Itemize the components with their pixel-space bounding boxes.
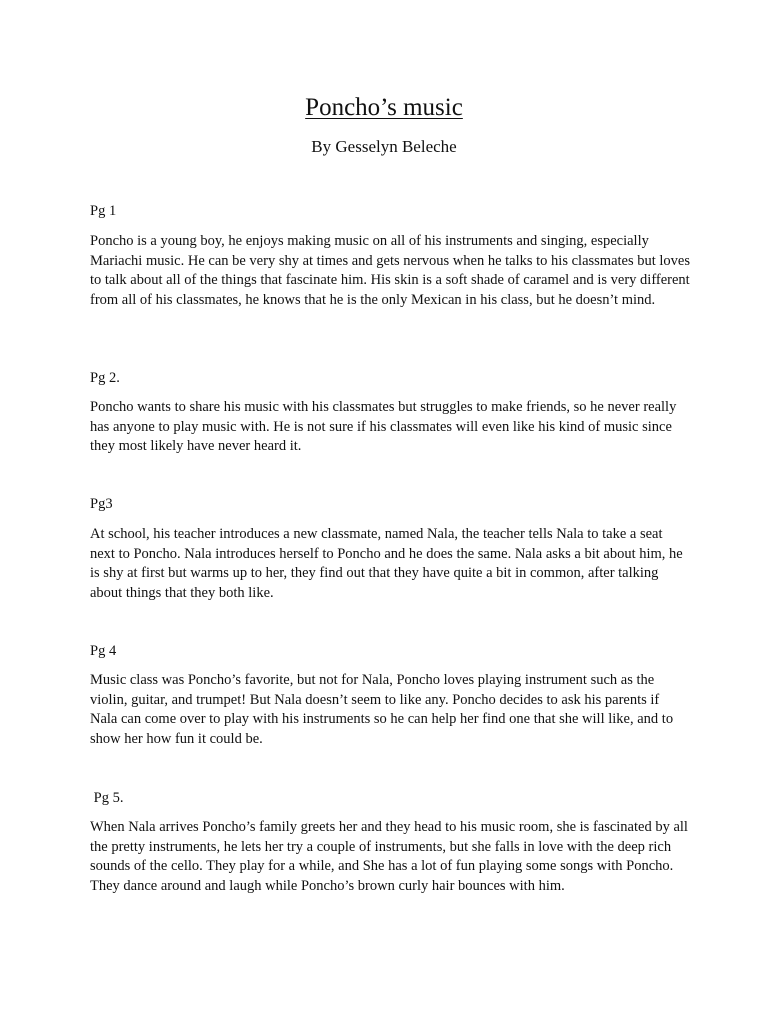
section-label-pg1: Pg 1 bbox=[90, 203, 117, 219]
section-label-pg3: Pg3 bbox=[90, 496, 113, 512]
section-label-pg5: Pg 5. bbox=[90, 790, 124, 806]
section-label-pg4: Pg 4 bbox=[90, 643, 117, 659]
section-text-pg4: Music class was Poncho’s favorite, but not for Nala, Poncho loves playing instrument such as the violin, guitar, and trumpet! But Nala doesn’t seem to like any. Poncho decides to ask his parents if Nala can come over to play with his instruments so he can help her find one that she will like, and to show her how fun it could be. bbox=[90, 672, 674, 747]
section-text-pg5: When Nala arrives Poncho’s family greets her and they head to his music room, she is fascinated by all the pretty instruments, he lets her try a couple of instruments, but she falls in love with the deep rich sounds of the cello. They play for a while, and She has a lot of fun playing some songs with Poncho. They dance around and laugh while Poncho’s brown curly hair bounces with him. bbox=[90, 819, 688, 894]
document-author: By Gesselyn Beleche bbox=[311, 137, 457, 156]
document-title: Poncho’s music bbox=[305, 94, 463, 121]
section-text-pg1: Poncho is a young boy, he enjoys making music on all of his instruments and singing, especially Mariachi music. He can be very shy at times and gets nervous when he talks to his classmates but loves to talk about all of the things that fascinate him. His skin is a soft shade of caramel and is very different from all of his classmates, he knows that he is the only Mexican in his class, but he doesn’t mind. bbox=[90, 233, 690, 308]
section-text-pg2: Poncho wants to share his music with his classmates but struggles to make friends, so he never really has anyone to play music with. He is not sure if his classmates will even like his kind of music since they most likely have never heard it. bbox=[90, 399, 677, 454]
section-text-pg3: At school, his teacher introduces a new classmate, named Nala, the teacher tells Nala to take a seat next to Poncho. Nala introduces herself to Poncho and he does the same. Nala asks a bit about him, he is shy at first but warms up to her, they find out that they have quite a bit in common, after talking about things that they both like. bbox=[90, 526, 683, 601]
section-label-pg2: Pg 2. bbox=[90, 370, 120, 386]
